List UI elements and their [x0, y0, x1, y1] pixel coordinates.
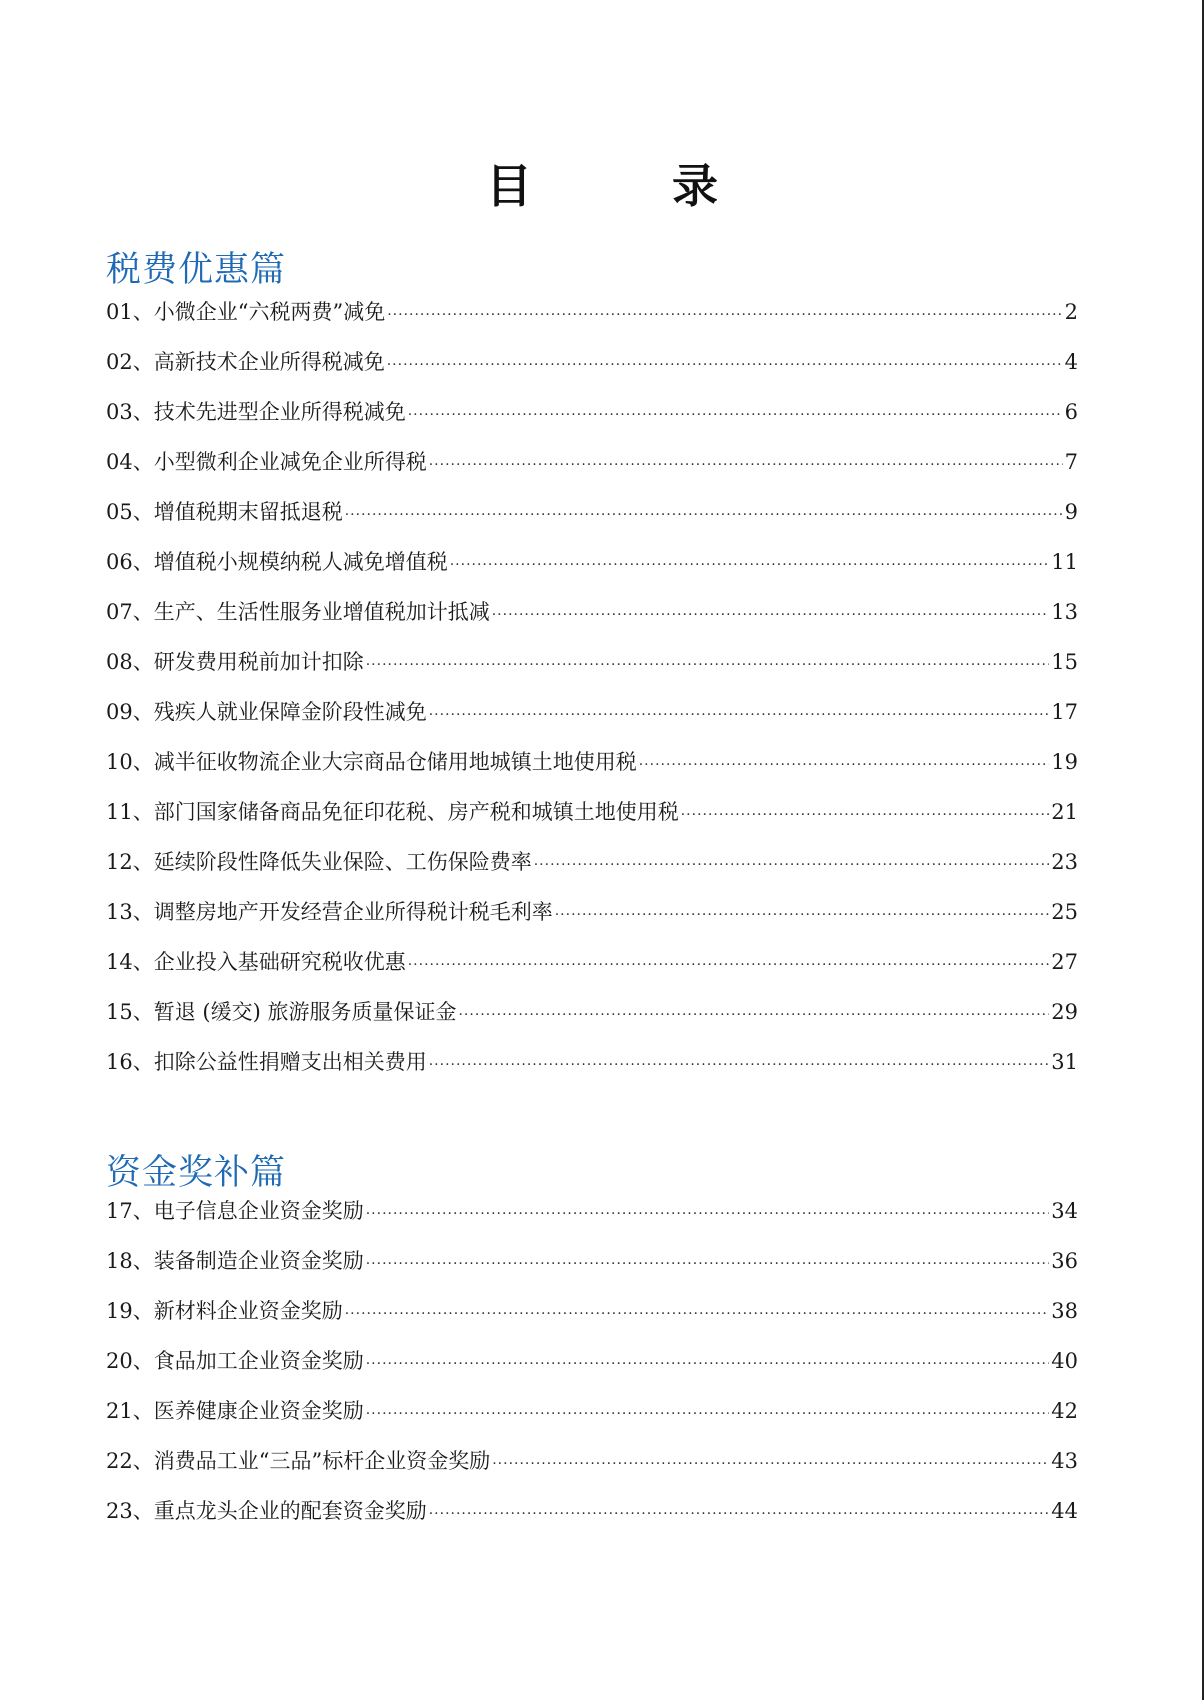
toc-entry-page: 34: [1051, 1199, 1078, 1223]
toc-entry-title: 小微企业“六税两费”减免: [153, 300, 386, 324]
toc-dot-leader: [429, 457, 1063, 473]
toc-dot-leader: [408, 407, 1063, 423]
toc-entry-number: 14、: [106, 950, 154, 974]
toc-entry-page: 9: [1064, 500, 1078, 524]
toc-dot-leader: [639, 757, 1050, 773]
toc-entry-page: 25: [1051, 900, 1078, 924]
toc-dot-leader: [345, 1306, 1050, 1322]
toc-entry-page: 38: [1051, 1299, 1078, 1323]
toc-entry-number: 23、: [106, 1499, 154, 1523]
toc-entry-page: 6: [1064, 400, 1078, 424]
toc-entry[interactable]: [106, 946, 1078, 996]
toc-entry-number: 04、: [106, 450, 154, 474]
toc-entry[interactable]: [106, 596, 1078, 646]
toc-entry-number: 21、: [106, 1399, 154, 1423]
toc-entry[interactable]: [106, 796, 1078, 846]
toc-dot-leader: [429, 707, 1050, 723]
toc-entry-number: 01、: [106, 300, 154, 324]
section-heading-funding: 资金奖补篇: [106, 1153, 287, 1193]
toc-entry-title: 小型微利企业减免企业所得税: [153, 450, 427, 474]
toc-entry-number: 15、: [106, 1000, 154, 1024]
toc-entry-page: 19: [1051, 750, 1078, 774]
toc-dot-leader: [366, 1406, 1050, 1422]
toc-dot-leader: [534, 857, 1050, 873]
toc-entry[interactable]: [106, 1245, 1078, 1295]
toc-entry-page: 17: [1051, 700, 1078, 724]
toc-entry-page: 29: [1051, 1000, 1078, 1024]
toc-entry-page: 43: [1051, 1449, 1078, 1473]
toc-dot-leader: [366, 1356, 1050, 1372]
toc-entry-page: 13: [1051, 600, 1078, 624]
toc-entry[interactable]: [106, 1395, 1078, 1445]
toc-dot-leader: [387, 357, 1063, 373]
toc-entry-number: 10、: [106, 750, 154, 774]
toc-entry-page: 21: [1051, 800, 1078, 824]
toc-entry-title: 企业投入基础研究税收优惠: [153, 950, 406, 974]
toc-entry[interactable]: [106, 746, 1078, 796]
toc-dot-leader: [458, 1007, 1049, 1023]
toc-entry-number: 22、: [106, 1449, 154, 1473]
toc-entry[interactable]: [106, 1295, 1078, 1345]
toc-entry-number: 17、: [106, 1199, 154, 1223]
toc-entry[interactable]: [106, 896, 1078, 946]
toc-entry-title: 减半征收物流企业大宗商品仓储用地城镇土地使用税: [153, 750, 637, 774]
toc-entry-number: 09、: [106, 700, 154, 724]
toc-entry-title: 重点龙头企业的配套资金奖励: [153, 1499, 427, 1523]
toc-list-funding: [106, 1195, 1078, 1545]
toc-entry[interactable]: [106, 1345, 1078, 1395]
toc-entry-title: 消费品工业“三品”标杆企业资金奖励: [153, 1449, 491, 1473]
toc-entry[interactable]: [106, 496, 1078, 546]
toc-entry-title: 增值税小规模纳税人减免增值税: [153, 550, 448, 574]
toc-entry-page: 40: [1051, 1349, 1078, 1373]
toc-dot-leader: [366, 1256, 1050, 1272]
toc-entry-number: 12、: [106, 850, 154, 874]
toc-entry-number: 19、: [106, 1299, 154, 1323]
toc-entry-title: 扣除公益性捐赠支出相关费用: [153, 1050, 427, 1074]
toc-entry-title: 暂退 (缓交) 旅游服务质量保证金: [153, 1000, 457, 1024]
toc-entry-title: 装备制造企业资金奖励: [153, 1249, 364, 1273]
toc-dot-leader: [450, 557, 1050, 573]
toc-entry-page: 23: [1051, 850, 1078, 874]
toc-entry-title: 研发费用税前加计扣除: [153, 650, 364, 674]
toc-dot-leader: [429, 1506, 1050, 1522]
toc-entry-page: 44: [1051, 1499, 1078, 1523]
toc-dot-leader: [492, 1456, 1049, 1472]
toc-entry-title: 电子信息企业资金奖励: [153, 1199, 364, 1223]
toc-entry[interactable]: [106, 1195, 1078, 1245]
toc-entry-title: 生产、生活性服务业增值税加计抵减: [153, 600, 490, 624]
toc-entry-title: 部门国家储备商品免征印花税、房产税和城镇土地使用税: [153, 800, 679, 824]
toc-entry[interactable]: [106, 346, 1078, 396]
toc-entry-title: 高新技术企业所得税减免: [153, 350, 385, 374]
toc-entry-title: 医养健康企业资金奖励: [153, 1399, 364, 1423]
toc-entry[interactable]: [106, 696, 1078, 746]
toc-entry-title: 新材料企业资金奖励: [153, 1299, 343, 1323]
toc-entry-number: 18、: [106, 1249, 154, 1273]
toc-entry-title: 残疾人就业保障金阶段性减免: [153, 700, 427, 724]
toc-dot-leader: [681, 807, 1050, 823]
toc-entry[interactable]: [106, 296, 1078, 346]
toc-dot-leader: [366, 657, 1050, 673]
toc-entry[interactable]: [106, 996, 1078, 1046]
toc-dot-leader: [345, 507, 1063, 523]
toc-entry-number: 08、: [106, 650, 154, 674]
toc-entry[interactable]: [106, 1495, 1078, 1545]
toc-entry-page: 7: [1064, 450, 1078, 474]
toc-entry[interactable]: [106, 846, 1078, 896]
toc-dot-leader: [429, 1057, 1050, 1073]
toc-entry-page: 15: [1051, 650, 1078, 674]
toc-entry[interactable]: [106, 396, 1078, 446]
toc-entry-page: 11: [1051, 550, 1078, 574]
toc-entry-page: 36: [1051, 1249, 1078, 1273]
toc-entry-number: 05、: [106, 500, 154, 524]
toc-entry[interactable]: [106, 446, 1078, 496]
toc-entry-title: 调整房地产开发经营企业所得税计税毛利率: [153, 900, 553, 924]
toc-dot-leader: [492, 607, 1050, 623]
toc-dot-leader: [387, 307, 1062, 323]
toc-entry-title: 增值税期末留抵退税: [153, 500, 343, 524]
toc-entry-number: 11、: [106, 800, 154, 824]
toc-entry[interactable]: [106, 1046, 1078, 1096]
toc-entry[interactable]: [106, 546, 1078, 596]
toc-entry[interactable]: [106, 646, 1078, 696]
toc-entry-title: 食品加工企业资金奖励: [153, 1349, 364, 1373]
toc-entry-page: 2: [1064, 300, 1078, 324]
toc-dot-leader: [366, 1206, 1050, 1222]
document-title: 目 录: [485, 159, 780, 213]
toc-entry-number: 07、: [106, 600, 154, 624]
toc-entry-page: 27: [1051, 950, 1078, 974]
toc-entry-number: 13、: [106, 900, 154, 924]
toc-entry-number: 03、: [106, 400, 154, 424]
toc-entry-page: 31: [1051, 1050, 1078, 1074]
toc-entry-page: 42: [1051, 1399, 1078, 1423]
toc-dot-leader: [408, 957, 1050, 973]
toc-entry[interactable]: [106, 1445, 1078, 1495]
toc-entry-title: 延续阶段性降低失业保险、工伤保险费率: [153, 850, 532, 874]
toc-entry-title: 技术先进型企业所得税减免: [153, 400, 406, 424]
toc-entry-number: 20、: [106, 1349, 154, 1373]
toc-entry-number: 06、: [106, 550, 154, 574]
toc-entry-number: 02、: [106, 350, 154, 374]
toc-dot-leader: [555, 907, 1050, 923]
section-heading-tax: 税费优惠篇: [106, 250, 287, 290]
toc-entry-page: 4: [1064, 350, 1078, 374]
toc-list-tax: [106, 296, 1078, 1096]
toc-entry-number: 16、: [106, 1050, 154, 1074]
